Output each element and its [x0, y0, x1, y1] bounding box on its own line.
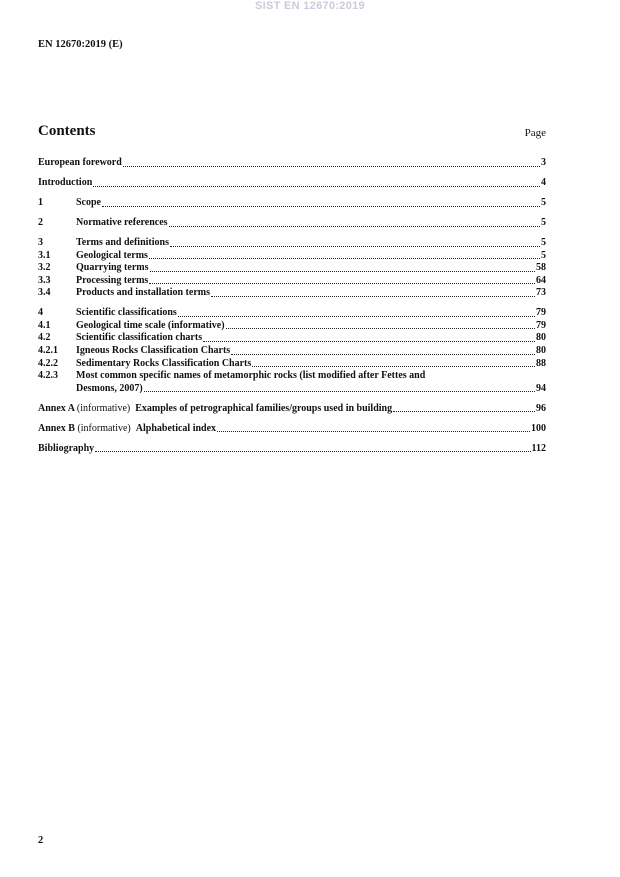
toc-entry-title: European foreword: [38, 157, 122, 168]
toc-entry-page: 80: [536, 332, 546, 344]
toc-entry-title: Sedimentary Rocks Classification Charts: [76, 357, 252, 369]
toc-entry-annex-b[interactable]: [38, 423, 546, 436]
annex-label: Annex A: [38, 402, 75, 414]
toc-entry-sedimentary-charts[interactable]: [38, 358, 546, 371]
toc-entry-number: 3: [38, 236, 43, 248]
toc-entry-number: 4.2: [38, 332, 51, 344]
toc-entry-bibliography[interactable]: [38, 443, 546, 456]
toc-entry-metamorphic-names[interactable]: [38, 370, 546, 395]
dot-leader: [144, 391, 535, 392]
toc-entry-title: Examples of petrographical families/groups used in building: [135, 402, 393, 414]
toc-entry-title: Quarrying terms: [76, 262, 149, 274]
toc-entry-page: 79: [536, 319, 546, 331]
contents-heading: Contents: [38, 123, 96, 139]
dot-leader: [211, 296, 535, 297]
toc-entry-page: 100: [531, 422, 546, 434]
toc-entry-title: Products and installation terms: [76, 287, 210, 299]
toc-entry-page: 96: [536, 402, 546, 414]
toc-entry-page: 5: [541, 249, 546, 261]
toc-entry-products-installation[interactable]: [38, 287, 546, 300]
toc-entry-number: 4: [38, 307, 43, 319]
toc-entry-page: 73: [536, 287, 546, 299]
toc-entry-title: Bibliography: [38, 442, 95, 454]
toc-entry-title: Geological time scale (informative): [76, 319, 225, 331]
toc-entry-number: 4.2.3: [38, 370, 58, 382]
toc-entry-title: Geological terms: [76, 249, 148, 261]
toc-entry-page: 58: [536, 262, 546, 274]
table-of-contents: [38, 157, 546, 455]
dot-leader: [226, 328, 535, 329]
page-column-label: Page: [524, 127, 546, 139]
dot-leader: [102, 206, 540, 207]
toc-entry-title: Igneous Rocks Classification Charts: [76, 345, 231, 357]
toc-entry-number: 4.2.2: [38, 357, 58, 369]
dot-leader: [169, 226, 540, 227]
toc-entry-title: Terms and definitions: [76, 236, 169, 248]
toc-entry-page: 79: [536, 307, 546, 319]
toc-entry-number: 3.4: [38, 287, 51, 299]
toc-entry-number: 3.3: [38, 274, 51, 286]
toc-entry-page: 80: [536, 345, 546, 357]
dot-leader: [150, 271, 536, 272]
dot-leader: [203, 341, 535, 342]
dot-leader: [393, 411, 535, 412]
page-number: 2: [38, 835, 44, 846]
toc-entry-number: 4.1: [38, 319, 51, 331]
toc-entry-title-continued: Desmons, 2007): [76, 382, 143, 394]
toc-entry-title: Alphabetical index: [135, 422, 217, 434]
dot-leader: [217, 431, 530, 432]
toc-entry-title: Scientific classification charts: [76, 332, 203, 344]
toc-entry-terms-definitions[interactable]: [38, 237, 546, 250]
dot-leader: [178, 316, 535, 317]
toc-entry-page: 5: [541, 216, 546, 228]
toc-entry-title: Scope: [76, 196, 101, 208]
toc-entry-title: Scientific classifications: [76, 307, 177, 319]
toc-entry-page: 64: [536, 274, 546, 286]
toc-entry-page: 94: [536, 382, 546, 394]
toc-entry-introduction[interactable]: [38, 177, 546, 190]
toc-entry-page: 88: [536, 357, 546, 369]
toc-entry-annex-a[interactable]: [38, 403, 546, 416]
dot-leader: [93, 186, 540, 187]
dot-leader: [252, 366, 535, 367]
toc-entry-number: 2: [38, 216, 43, 228]
annex-qualifier: (informative): [76, 402, 131, 414]
toc-entry-number: 3.2: [38, 262, 51, 274]
toc-entry-page: 5: [541, 196, 546, 208]
dot-leader: [123, 166, 540, 167]
toc-entry-page: 112: [531, 442, 546, 454]
dot-leader: [149, 283, 535, 284]
toc-entry-processing-terms[interactable]: [38, 275, 546, 288]
toc-entry-title: Normative references: [76, 216, 168, 228]
dot-leader: [231, 354, 535, 355]
toc-entry-page: 5: [541, 236, 546, 248]
document-id: EN 12670:2019 (E): [38, 39, 123, 50]
toc-entry-title: Most common specific names of metamorphic rocks (list modified after Fettes and: [76, 370, 426, 382]
toc-entry-scientific-classifications[interactable]: [38, 307, 546, 320]
toc-entry-classification-charts[interactable]: [38, 332, 546, 345]
toc-entry-normative-references[interactable]: [38, 217, 546, 230]
watermark: SIST EN 12670:2019: [255, 0, 365, 12]
toc-entry-number: 1: [38, 196, 43, 208]
toc-entry-number: 3.1: [38, 249, 51, 261]
toc-entry-geological-terms[interactable]: [38, 250, 546, 263]
dot-leader: [95, 451, 530, 452]
toc-entry-title: Processing terms: [76, 274, 149, 286]
toc-entry-geological-time-scale[interactable]: [38, 320, 546, 333]
toc-entry-scope[interactable]: [38, 197, 546, 210]
toc-entry-quarrying-terms[interactable]: [38, 262, 546, 275]
dot-leader: [149, 258, 540, 259]
annex-qualifier: (informative): [77, 422, 131, 434]
toc-entry-page: 4: [541, 176, 546, 188]
toc-entry-european-foreword[interactable]: [38, 157, 546, 170]
toc-entry-page: 3: [541, 157, 546, 168]
toc-entry-igneous-charts[interactable]: [38, 345, 546, 358]
dot-leader: [170, 246, 540, 247]
toc-entry-number: 4.2.1: [38, 345, 58, 357]
toc-entry-title: Introduction: [38, 176, 93, 188]
annex-label: Annex B: [38, 422, 75, 434]
